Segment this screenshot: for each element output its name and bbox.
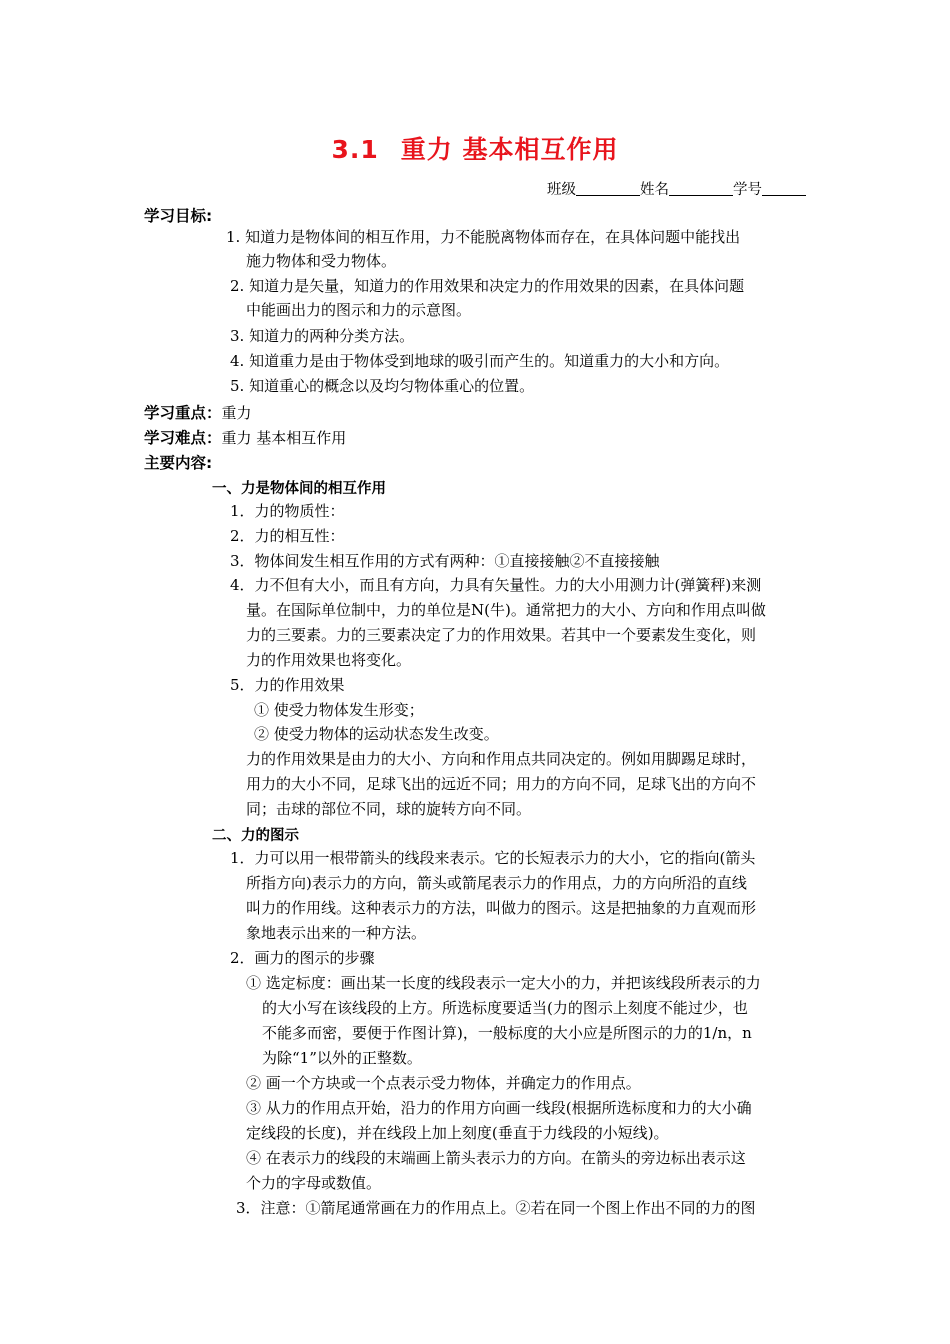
title-number: 3.1 [331,135,379,164]
content-line: 的大小写在该线段的上方。所选标度要适当(力的图示上刻度不能过少，也 [262,999,748,1017]
content-line: 同；击球的部位不同，球的旋转方向不同。 [246,800,532,818]
content-line: 2．力的相互性： [230,527,345,545]
content-line: 量。在国际单位制中，力的单位是N(牛)。通常把力的大小、方向和作用点叫做 [246,601,766,619]
id-blank [762,182,806,196]
student-info-header [547,178,806,199]
content-line: 力的作用效果也将变化。 [246,651,412,669]
content-line: ① 选定标度：画出某一长度的线段表示一定大小的力，并把该线段所表示的力 [246,974,761,992]
content-line: 4．力不但有大小，而且有方向，力具有矢量性。力的大小用测力计(弹簧秤)来测 [230,576,762,594]
content-line: ① 使受力物体发生形变； [254,701,424,719]
content-line: 力的作用效果是由力的大小、方向和作用点共同决定的。例如用脚踢足球时， [246,750,757,768]
key-point-label: 学习重点： [144,404,222,422]
content-line: 定线段的长度)，并在线段上加上刻度(垂直于力线段的小短线)。 [246,1124,669,1142]
content-line: 个力的字母或数值。 [246,1174,382,1192]
content-line: 力的三要素。力的三要素决定了力的作用效果。若其中一个要素发生变化，则 [246,626,757,644]
class-label: 班级 [547,182,576,198]
content-line: 所指方向)表示力的方向，箭头或箭尾表示力的作用点，力的方向所沿的直线 [246,874,747,892]
content-line: 象地表示出来的一种方法。 [246,924,427,942]
content-line: ③ 从力的作用点开始，沿力的作用方向画一线段(根据所选标度和力的大小确 [246,1099,752,1117]
section-heading: 一、力是物体间的相互作用 [212,481,386,497]
content-line: ② 画一个方块或一个点表示受力物体，并确定力的作用点。 [246,1074,641,1092]
key-point-value: 重力 [221,404,252,422]
section-heading: 二、力的图示 [212,828,299,844]
title-text: 重力 基本相互作用 [400,135,619,164]
id-label: 学号 [733,182,762,198]
content-line: 2．画力的图示的步骤 [230,949,375,967]
content-line: 不能多而密，要便于作图计算)，一般标度的大小应是所图示的力的1/n，n [262,1024,752,1042]
objective-line: 中能画出力的图示和力的示意图。 [246,301,472,319]
objective-line: 施力物体和受力物体。 [246,252,397,270]
page-title [0,130,950,166]
content-line: 叫力的作用线。这种表示力的方法，叫做力的图示。这是把抽象的力直观而形 [246,899,757,917]
content-line: 5．力的作用效果 [230,676,345,694]
objective-line: 3. 知道力的两种分类方法。 [230,327,415,345]
objective-line: 2. 知道力是矢量，知道力的作用效果和决定力的作用效果的因素，在具体问题 [230,277,745,295]
key-point [144,401,252,424]
difficulty-value: 重力 基本相互作用 [221,429,347,447]
content-line: 3．注意：①箭尾通常画在力的作用点上。②若在同一个图上作出不同的力的图 [236,1199,756,1217]
name-blank [669,182,733,196]
content-line: 1．力可以用一根带箭头的线段来表示。它的长短表示力的大小，它的指向(箭头 [230,849,756,867]
content-line: 用力的大小不同，足球飞出的远近不同；用力的方向不同，足球飞出的方向不 [246,775,757,793]
content-line: 1．力的物质性： [230,502,345,520]
objectives-label: 学习目标: [144,207,213,225]
content-line: ② 使受力物体的运动状态发生改变。 [254,725,499,743]
content-line: 为除“1”以外的正整数。 [262,1049,422,1067]
objective-line: 5. 知道重心的概念以及均匀物体重心的位置。 [230,377,535,395]
name-label: 姓名 [640,182,669,198]
content-label: 主要内容: [144,454,213,472]
content-line: ④ 在表示力的线段的末端画上箭头表示力的方向。在箭头的旁边标出表示这 [246,1149,746,1167]
objective-line: 1. 知道力是物体间的相互作用，力不能脱离物体而存在，在具体问题中能找出 [226,228,741,246]
class-blank [576,182,640,196]
content-line: 3．物体间发生相互作用的方式有两种：①直接接触②不直接接触 [230,552,660,570]
difficulty-label: 学习难点： [144,429,222,447]
difficulty-point [144,426,346,449]
objective-line: 4. 知道重力是由于物体受到地球的吸引而产生的。知道重力的大小和方向。 [230,352,730,370]
